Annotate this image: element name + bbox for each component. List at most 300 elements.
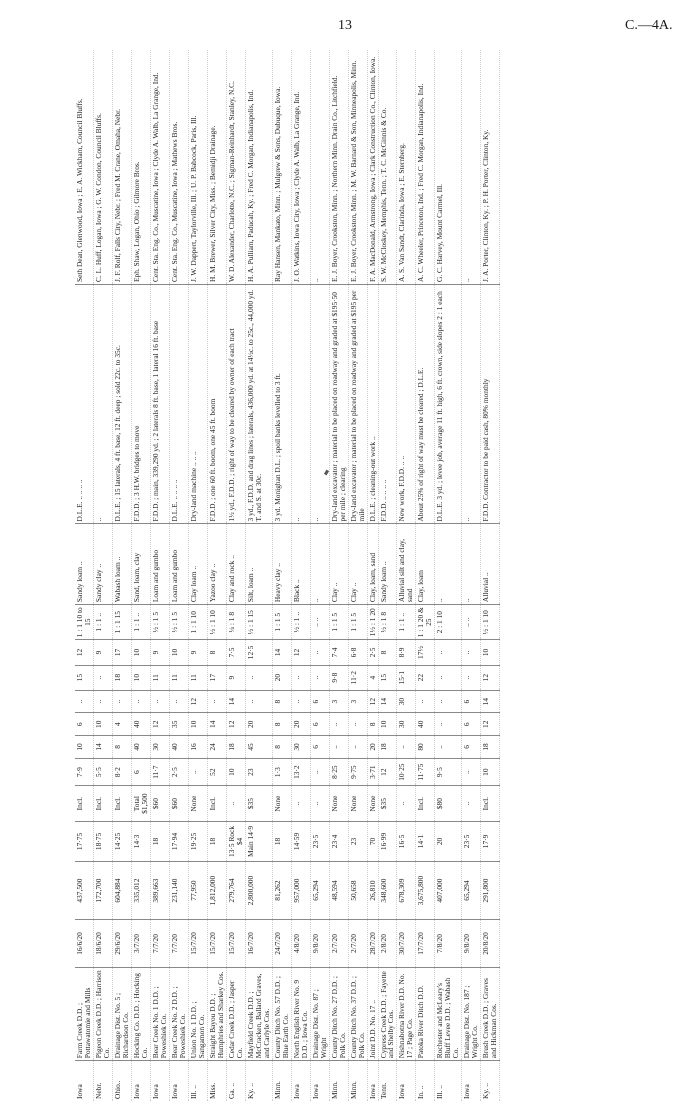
cell-c8: .. — [329, 736, 348, 759]
cell-c12: 2·5 — [367, 640, 378, 665]
cell-payment: Incl. — [416, 786, 435, 821]
cell-c7: 10·25 — [397, 758, 416, 786]
cell-c11: 11·2 — [348, 665, 367, 690]
cell-cost: 17·94 — [169, 821, 188, 861]
cell-state: Ill. .. — [435, 1061, 462, 1101]
cell-soil: Clay .. — [348, 524, 367, 605]
cell-c11: 9·8 — [329, 665, 348, 690]
cell-c12: .. — [462, 640, 481, 665]
cell-machinery: Dry-land machine .. .. .. — [188, 285, 207, 524]
cell-c7: 11·7 — [150, 758, 169, 786]
cell-c7: 11·75 — [416, 758, 435, 786]
cell-c9: 12 — [481, 713, 500, 736]
cell-state: In. .. — [416, 1061, 435, 1101]
cell-contractor: W. D. Alexander, Charlotte, N.C. ; Sigman-Reinhardt, Stanley, N.C. — [226, 81, 236, 283]
cell-soil: Yazoo clay .. — [207, 524, 226, 605]
cell-c9: 6 — [462, 713, 481, 736]
cell-machinery: D.L.E. ; 15 laterals, 4 ft. base, 12 ft. deep ; sold 22c. to 35c. — [112, 285, 131, 524]
cell-area: 26,810 — [367, 862, 378, 920]
cell-c9: 12 — [150, 713, 169, 736]
cell-soil: Wabash loam .. — [112, 524, 131, 605]
cell-area: 291,800 — [481, 862, 500, 920]
cell-c11: 20 — [272, 665, 291, 690]
cell-c10: 6 — [310, 690, 329, 713]
table-row — [348, 50, 367, 1101]
cell-date: 7/8/20 — [435, 920, 462, 968]
cell-soil: .. — [310, 524, 329, 605]
cell-c10: 8 — [272, 690, 291, 713]
cell-c10: .. — [131, 690, 150, 713]
table-row — [397, 50, 416, 1101]
cell-c10: .. — [169, 690, 188, 713]
cell-area: 604,884 — [112, 862, 131, 920]
cell-payment: Incl. — [112, 786, 131, 821]
cell-c10: .. — [150, 690, 169, 713]
cell-c13: 1 : 1 .. — [397, 605, 416, 640]
cell-area: 407,000 — [435, 862, 462, 920]
cell-project: Nishnabotna River D.D. No. 17 ; Page Co. — [397, 967, 416, 1060]
table-row — [188, 50, 207, 1101]
cell-c11: 12 — [481, 665, 500, 690]
cell-date: 9/8/20 — [462, 920, 481, 968]
cell-payment: Incl. — [75, 786, 93, 821]
cell-c8: 40 — [131, 736, 150, 759]
cell-payment: None — [367, 786, 378, 821]
cell-project: Mayfield Creek D.D. ; McCracken, Ballard Graves, and Carlyle Cos. — [245, 967, 272, 1060]
cell-c9: 12 — [226, 713, 245, 736]
cell-date: 30/7/20 — [397, 920, 416, 968]
table-row — [329, 50, 348, 1101]
cell-date: 15/7/20 — [188, 920, 207, 968]
cell-date: 7/7/20 — [169, 920, 188, 968]
cell-machinery: Dry-land excavator ; material to be placed on roadway and graded at $195 per mile — [348, 285, 367, 524]
cell-payment: None — [348, 786, 367, 821]
cell-c7: 52 — [207, 758, 226, 786]
cell-c8: 20 — [367, 736, 378, 759]
cell-c8: 8 — [112, 736, 131, 759]
cell-c11: 10 — [131, 665, 150, 690]
cell-c10: 3 — [348, 690, 367, 713]
cell-soil: Heavy clay .. — [272, 524, 291, 605]
cell-cost: 18·75 — [93, 821, 112, 861]
cell-state: Iowa — [291, 1061, 310, 1101]
cell-contractor: J. O. Watkins, Iowa City, Iowa ; Clyde A. Walb, La Grange, Ind. — [291, 91, 301, 283]
cell-area: 389,663 — [150, 862, 169, 920]
cell-payment: None — [329, 786, 348, 821]
cell-date: 2/8/20 — [378, 920, 397, 968]
cell-c13: 1½ : 1 20 — [367, 605, 378, 640]
cell-date: 16/6/20 — [75, 920, 93, 968]
cell-machinery: F.D.D. ; main, 339,290 yd. ; 2 laterals 8 ft. base, 1 lateral 16 ft. base — [150, 285, 169, 524]
cell-c11: 15 — [378, 665, 397, 690]
cell-project: Joint D.D. No. 17 .. — [367, 967, 378, 1060]
cell-project: Cypress Creek D.D. ; Fayette and Shelby Cos. — [378, 967, 397, 1060]
cell-c8: 18 — [481, 736, 500, 759]
cell-area: 65,294 — [310, 862, 329, 920]
cell-cost: 17·9 — [481, 821, 500, 861]
cell-cost: 23·5 — [462, 821, 481, 861]
cell-machinery: D.L.E. 3 yd. ; levee job, average 11 ft. high, 6 ft. crown, side slopes 2 : 1 each — [435, 285, 462, 524]
cell-c7: 8·2 — [112, 758, 131, 786]
cell-soil: Loam and gumbo — [150, 524, 169, 605]
table-row — [75, 50, 93, 1101]
cell-c8: 30 — [291, 736, 310, 759]
cell-project: Bear Creek No. 1 D.D. ; Poweshiek Co. — [150, 967, 169, 1060]
cell-soil: Sandy clay .. — [93, 524, 112, 605]
cell-c11: 4 — [367, 665, 378, 690]
cell-c10: 3 — [329, 690, 348, 713]
cell-c7: 23 — [245, 758, 272, 786]
cell-c8: .. — [435, 736, 462, 759]
cell-area: 279,764 — [226, 862, 245, 920]
cell-contractor: J. A. Porter, Clinton, Ky. ; P. H. Porter, Clinton, Ky. — [481, 129, 491, 283]
cell-c8: .. — [397, 736, 416, 759]
cell-c13: ¼ : 1 8 — [226, 605, 245, 640]
cell-machinery: D.L.E. .. .. .. .. — [75, 285, 93, 524]
cell-soil: Clay and rock .. — [226, 524, 245, 605]
cell-date: 15/7/20 — [226, 920, 245, 968]
cell-c11: 18 — [112, 665, 131, 690]
cell-c7: 3·71 — [367, 758, 378, 786]
cell-c8: 10 — [75, 736, 93, 759]
cell-state: Iowa — [397, 1061, 416, 1101]
cell-c8: 18 — [226, 736, 245, 759]
cell-payment: Total $1,500 — [131, 786, 150, 821]
cell-c12: 17 — [112, 640, 131, 665]
cell-cost: 14·1 — [416, 821, 435, 861]
cell-c12: 10 — [481, 640, 500, 665]
cell-c8: 80 — [416, 736, 435, 759]
cell-contractor: S. W. McCloskey, Memphis, Tenn. ; T. C. McGinnis & Co. — [378, 107, 388, 283]
cell-area: 1,812,000 — [207, 862, 226, 920]
cell-c13: 1 : 1 10 — [188, 605, 207, 640]
table-row — [378, 50, 397, 1101]
cell-machinery: 3 yd., F.D.D. and drag lines ; laterals, 436,000 yd. at 14½c. to 25c., 44,000 yd. T. and S. at 30c. — [245, 285, 272, 524]
cell-c10: .. — [75, 690, 93, 713]
cell-cost: 18 — [272, 821, 291, 861]
cell-machinery: F.D.D. .. .. .. .. — [378, 285, 397, 524]
cell-c10: .. — [435, 690, 462, 713]
cell-c9: 4 — [112, 713, 131, 736]
cell-c13: 1 : 1 .. — [93, 605, 112, 640]
cell-c13: 2 : 1 10 — [435, 605, 462, 640]
cell-c8: .. — [348, 736, 367, 759]
cell-state: Iowa — [150, 1061, 169, 1101]
cell-c10: 12 — [367, 690, 378, 713]
cell-c7: .. — [188, 758, 207, 786]
cell-soil: Sandy loam .. — [75, 524, 93, 605]
cell-contractor: .. — [310, 278, 320, 283]
cell-date: 28/7/20 — [367, 920, 378, 968]
cell-project: County Ditch No. 27 D.D. ; Polk Co. — [329, 967, 348, 1060]
cell-c7: 12 — [378, 758, 397, 786]
cell-soil: Clay .. — [329, 524, 348, 605]
cell-machinery: 1½ yd., F.D.D. ; right of way to be cleared by owner of each tract — [226, 285, 245, 524]
cell-c11: .. — [462, 665, 481, 690]
cell-c11: .. — [435, 665, 462, 690]
cell-c11: .. — [310, 665, 329, 690]
cell-c8: 30 — [150, 736, 169, 759]
cell-c10: .. — [416, 690, 435, 713]
cell-c9: 10 — [188, 713, 207, 736]
cell-c9: 8 — [272, 713, 291, 736]
cell-c7: 7·9 — [75, 758, 93, 786]
cell-c10: .. — [93, 690, 112, 713]
cell-c13: ½ : 1 5 — [150, 605, 169, 640]
cell-c12: 9 — [188, 640, 207, 665]
cell-cost: 20 — [435, 821, 462, 861]
cell-payment: $35 — [245, 786, 272, 821]
cell-c12: 8·9 — [397, 640, 416, 665]
cell-cost: 23 — [348, 821, 367, 861]
cell-c7: 6 — [131, 758, 150, 786]
cell-c8: 6 — [310, 736, 329, 759]
cell-soil: Loam and gumbo — [169, 524, 188, 605]
cell-project: Straight Bayou D.D. ; Humphries and Sharkey Cos. — [207, 967, 226, 1060]
cell-c9: 35 — [169, 713, 188, 736]
cell-date: 16/7/20 — [245, 920, 272, 968]
cell-c13: ½ : 1 .. — [291, 605, 310, 640]
cell-state: Iowa — [169, 1061, 188, 1101]
cell-soil: Sand, loam, clay — [131, 524, 150, 605]
cell-contractor: F. A. MacDonald, Armstrong, Iowa ; Clark Construction Co., Clinton, Iowa. — [367, 56, 377, 283]
cell-c12: 9 — [93, 640, 112, 665]
cell-payment: None — [272, 786, 291, 821]
cell-payment: .. — [462, 786, 481, 821]
cell-c9: 10 — [93, 713, 112, 736]
cell-cost: 16·5 — [397, 821, 416, 861]
cell-c13: .. .. — [462, 605, 481, 640]
cell-date: 15/7/20 — [207, 920, 226, 968]
cell-c12: 7·5 — [226, 640, 245, 665]
cell-machinery: .. — [310, 285, 329, 524]
cell-cost: 17·75 — [75, 821, 93, 861]
cell-c10: 30 — [397, 690, 416, 713]
cell-machinery: F.D.D. Contractor to be paid cash, 80% monthly — [481, 285, 500, 524]
cell-c7: 10 — [481, 758, 500, 786]
cell-c9: .. — [435, 713, 462, 736]
cell-c13: 1 : 1 5 — [329, 605, 348, 640]
cell-c13: ½ : 1 15 — [245, 605, 272, 640]
cell-c7: 5·5 — [93, 758, 112, 786]
cell-c9: 6 — [75, 713, 93, 736]
cell-c8: 16 — [188, 736, 207, 759]
cell-machinery: .. — [93, 285, 112, 524]
cell-contractor: Cent. Sta. Eng. Co., Muscatine, Iowa ; Mathews Bros. — [169, 121, 179, 283]
cell-payment: $80 — [435, 786, 462, 821]
cell-c9: 8 — [367, 713, 378, 736]
cell-c13: 1 : 1 20 & 25 — [416, 605, 435, 640]
cell-date: 7/7/20 — [150, 920, 169, 968]
cell-area: 957,000 — [291, 862, 310, 920]
cell-state: Iowa — [310, 1061, 329, 1101]
rotated-table-area — [75, 50, 687, 1101]
cell-c10: .. — [245, 690, 272, 713]
cell-c11: .. — [93, 665, 112, 690]
cell-area: 65,294 — [462, 862, 481, 920]
cell-c7: 9·75 — [348, 758, 367, 786]
cell-state: Nebr. — [93, 1061, 112, 1101]
table-row — [169, 50, 188, 1101]
cell-project: Patoka River Ditch D.D. — [416, 967, 435, 1060]
cell-soil: .. — [462, 524, 481, 605]
document-code: C.—4A. — [625, 18, 673, 33]
cell-cost: Main 14·9 — [245, 821, 272, 861]
cell-machinery: 3 yd. Monighan D.L. ; spoil banks levelled to 3 ft. — [272, 285, 291, 524]
cell-date: 2/7/20 — [329, 920, 348, 968]
table-row — [435, 50, 462, 1101]
cell-c7: 9·5 — [435, 758, 462, 786]
cell-project: Drainage Dist. No. 87 ; Wright — [310, 967, 329, 1060]
cell-c9: 30 — [397, 713, 416, 736]
cell-state: Minn. — [329, 1061, 348, 1101]
cell-c10: 12 — [188, 690, 207, 713]
cell-c11: .. — [245, 665, 272, 690]
cell-soil: Clay loam .. — [188, 524, 207, 605]
cell-c9: 10 — [378, 713, 397, 736]
cell-c12: 6·8 — [348, 640, 367, 665]
cell-area: 48,594 — [329, 862, 348, 920]
cell-date: 29/6/20 — [112, 920, 131, 968]
cell-state: Iowa — [462, 1061, 481, 1101]
rotated-table-wrapper — [75, 50, 687, 1101]
cell-payment: None — [188, 786, 207, 821]
cell-c13: ½ : 1 5 — [169, 605, 188, 640]
cell-c12: .. — [435, 640, 462, 665]
cell-c9: .. — [329, 713, 348, 736]
table-row — [93, 50, 112, 1101]
cell-state: Minn. — [272, 1061, 291, 1101]
cell-machinery: F.D.D. ; 3 H.W. bridges to move — [131, 285, 150, 524]
cell-project: Bear Creek No. 2 D.D. ; Poweshiek Co. — [169, 967, 188, 1060]
cell-c10: .. — [112, 690, 131, 713]
table-row — [416, 50, 435, 1101]
cell-c10: .. — [207, 690, 226, 713]
cell-state: Iowa — [367, 1061, 378, 1101]
cell-cost: 23·4 — [329, 821, 348, 861]
cell-date: 9/8/20 — [310, 920, 329, 968]
table-row — [310, 50, 329, 1101]
cell-c10: 14 — [226, 690, 245, 713]
cell-c13: 1 : 1 10 to 15 — [75, 605, 93, 640]
cell-cost: 70 — [367, 821, 378, 861]
cell-state: Iowa — [75, 1061, 93, 1101]
table-row — [245, 50, 272, 1101]
cell-c11: 11 — [169, 665, 188, 690]
cell-machinery: Dry-land excavator ; material to be placed on roadway and graded at $195·50 per mile ; clearing — [329, 285, 348, 524]
cell-payment: $60 — [150, 786, 169, 821]
cell-c8: 45 — [245, 736, 272, 759]
cell-contractor: G. C. Harvey, Mount Carmel, Ill. — [435, 183, 445, 283]
cell-c13: 1 : 1 5 — [348, 605, 367, 640]
cell-payment: Incl. — [481, 786, 500, 821]
cell-project: Hocking Co. D.D. ; Hocking Co. — [131, 967, 150, 1060]
cell-machinery: .. — [462, 285, 481, 524]
cell-area: 437,500 — [75, 862, 93, 920]
cell-area: 3,675,800 — [416, 862, 435, 920]
table-body — [75, 50, 500, 1101]
cell-c9: .. — [348, 713, 367, 736]
cell-machinery: F.D.D. ; one 60 ft. boom, one 45 ft. boom — [207, 285, 226, 524]
cell-contractor: A. C. Wheeler, Princeton, Ind. ; Fred C. Morgan, Indianapolis, Ind. — [416, 83, 426, 283]
cell-area: 50,658 — [348, 862, 367, 920]
cell-contractor: H. M. Brewer, Silver City, Miss. ; Bemidji Drainage. — [207, 125, 217, 283]
cell-c11: 11 — [150, 665, 169, 690]
cell-c12: 17½ — [416, 640, 435, 665]
cell-cost: 16·99 — [378, 821, 397, 861]
cell-machinery: .. — [291, 285, 310, 524]
cell-c7: 2·5 — [169, 758, 188, 786]
cell-cost: 18 — [207, 821, 226, 861]
cell-c9: 40 — [416, 713, 435, 736]
cell-payment: .. — [291, 786, 310, 821]
cell-machinery: D.L.E. .. .. .. .. — [169, 285, 188, 524]
cell-c12: 10 — [169, 640, 188, 665]
cell-soil: Clay, loam, sand — [367, 524, 378, 605]
cell-c12: 12·5 — [245, 640, 272, 665]
table-row — [462, 50, 481, 1101]
cell-soil: Silt, loam .. — [245, 524, 272, 605]
table-row — [481, 50, 500, 1101]
cell-contractor: Cent. Sta. Eng. Co., Muscatine, Iowa ; Clyde A. Walb, La Grange, Ind. — [150, 72, 160, 283]
cell-state: Miss. — [207, 1061, 226, 1101]
cell-project: Drainage Dist. No. 5 ; Richardson Co. — [112, 967, 131, 1060]
cell-c7: .. — [310, 758, 329, 786]
cell-date: 18/6/20 — [93, 920, 112, 968]
cell-state: Ill. .. — [188, 1061, 207, 1101]
cell-c9: 20 — [245, 713, 272, 736]
cell-area: 348,600 — [378, 862, 397, 920]
cell-c12: 8 — [378, 640, 397, 665]
cell-c10: .. — [291, 690, 310, 713]
cell-soil: .. — [435, 524, 462, 605]
cell-c13: ½ : 1 8 — [378, 605, 397, 640]
cell-c8: 14 — [93, 736, 112, 759]
cell-project: Cedar Creek D.D. ; Jasper Co. — [226, 967, 245, 1060]
cell-payment: $35 — [378, 786, 397, 821]
cell-c11: 9 — [226, 665, 245, 690]
cell-c8: 40 — [169, 736, 188, 759]
cell-contractor: Seth Dean, Glenwood, Iowa ; E. A. Wickham, Council Bluffs. — [75, 98, 84, 283]
cell-area: 678,309 — [397, 862, 416, 920]
cell-c7: .. — [462, 758, 481, 786]
cell-c9: 14 — [207, 713, 226, 736]
cell-project: County Ditch No. 37 D.D. ; Polk Co. — [348, 967, 367, 1060]
cell-payment: Incl. — [207, 786, 226, 821]
cell-c10: 14 — [378, 690, 397, 713]
table-row — [291, 50, 310, 1101]
cell-date: 20/8/20 — [481, 920, 500, 968]
cell-c8: 18 — [378, 736, 397, 759]
cell-project: Rochester and McLeary's Bluff Levee D.D. ; Wabash Co. — [435, 967, 462, 1060]
cell-payment: .. — [397, 786, 416, 821]
cell-project: Farm Creek D.D. ; Pottawatomie and Mills — [75, 967, 93, 1060]
cell-c11: .. — [291, 665, 310, 690]
cell-soil: Sandy loam .. — [378, 524, 397, 605]
cell-contractor: Ray Hansen, Mankato, Minn. ; Mulgrew & Sons, Dubuque, Iowa. — [272, 86, 282, 283]
cell-c12: 12 — [291, 640, 310, 665]
cell-date: 4/8/20 — [291, 920, 310, 968]
cell-contractor: J. W. Dappert, Taylorville, Ill. ; U. P. Babcock, Paris, Ill. — [188, 115, 198, 283]
cell-c11: 15 — [75, 665, 93, 690]
cell-c12: 10 — [131, 640, 150, 665]
cell-c13: ½ : 1 10 — [207, 605, 226, 640]
cell-contractor: A. S. Van Sandt, Clarinda, Iowa ; E. Sternberg. — [397, 143, 407, 283]
cell-c8: 8 — [272, 736, 291, 759]
cell-project: Union No. 1 D.D. ; Sangamon Co. — [188, 967, 207, 1060]
cell-c8: 6 — [462, 736, 481, 759]
cell-soil: Alluvial silt and clay, sand — [397, 524, 416, 605]
